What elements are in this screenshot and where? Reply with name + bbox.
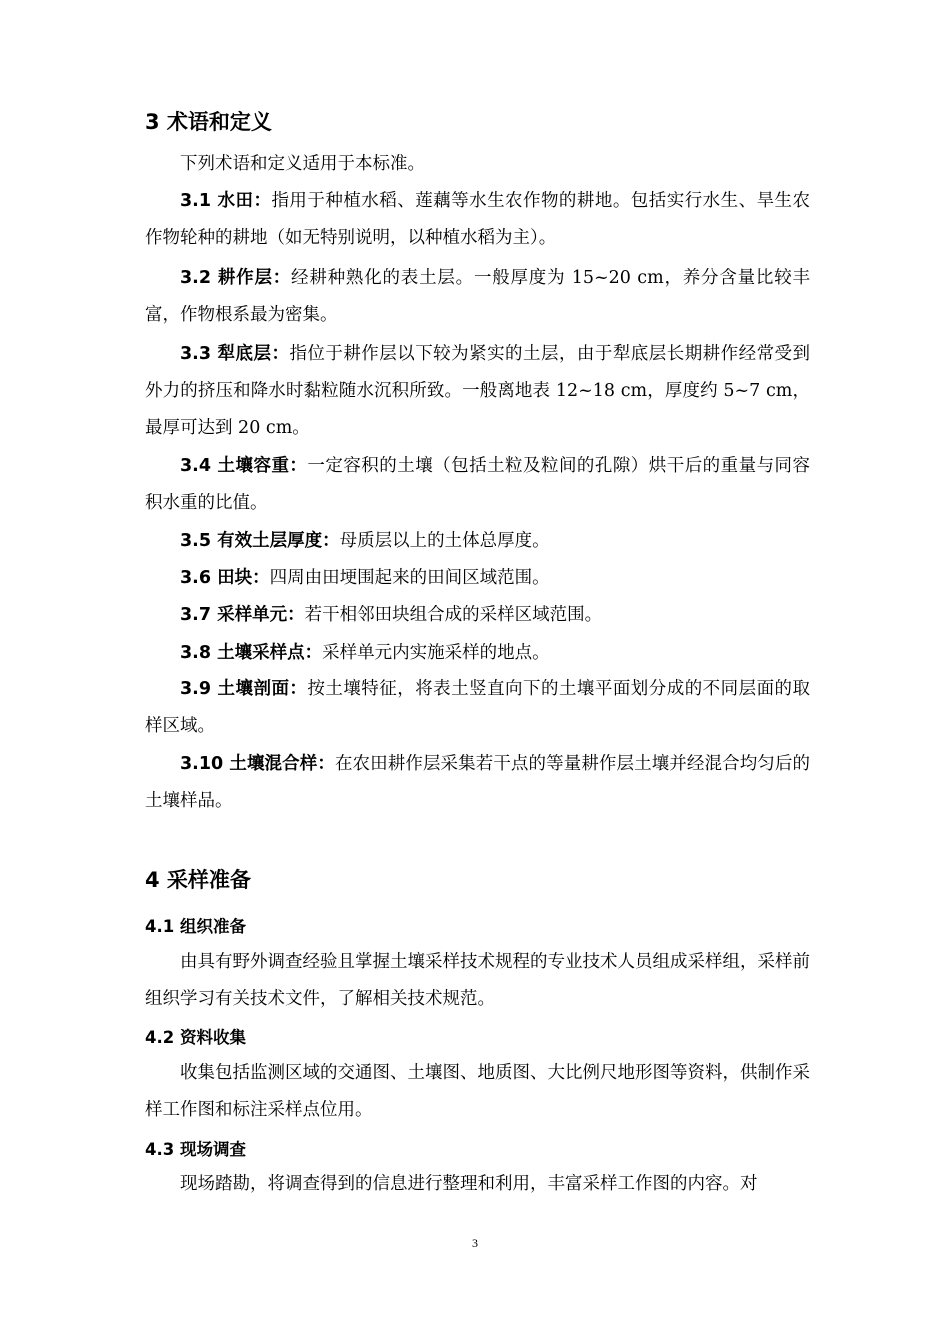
term-3-6 [145,560,810,597]
term-3-10 [145,746,810,820]
section-4-2-heading: 4.2 资料收集 [145,1028,246,1047]
section-4-2-text: 收集包括监测区域的交通图、土壤图、地质图、大比例尺地形图等资料，供制作采样工作图和标注采样点位用。 [145,1063,810,1120]
term-definition: 指用于种植水稻、莲藕等水生农作物的耕地。包括实行水生、旱生农作物轮种的耕地（如无特别说明，以种植水稻为主）。 [145,191,811,248]
term-label: 3.3 犁底层： [180,344,290,364]
term-label: 3.4 土壤容重： [180,456,308,476]
section-3-heading: 3 术语和定义 [145,110,272,134]
term-3-5 [145,523,810,560]
section-4-1-heading: 4.1 组织准备 [145,917,246,936]
term-definition: 若干相邻田块组合成的采样区域范围。 [304,605,603,625]
term-label: 3.2 耕作层： [180,268,292,288]
term-definition: 一定容积的土壤（包括土粒及粒间的孔隙）烘干后的重量与同容积水重的比值。 [145,456,811,513]
term-label: 3.10 土壤混合样： [180,754,335,774]
term-3-7 [145,597,810,634]
term-label: 3.5 有效土层厚度： [180,531,340,551]
page-number: 3 [472,1236,478,1250]
term-3-8 [145,635,810,672]
term-label: 3.8 土壤采样点： [180,643,323,663]
section-4-heading: 4 采样准备 [145,868,251,892]
term-label: 3.7 采样单元： [180,605,305,625]
term-definition: 母质层以上的土体总厚度。 [339,531,550,551]
term-3-4 [145,448,810,522]
term-definition: 采样单元内实施采样的地点。 [322,643,550,663]
term-3-9 [145,671,810,745]
term-label: 3.1 水田： [180,191,272,211]
term-label: 3.9 土壤剖面： [180,679,308,699]
term-3-1 [145,183,810,257]
term-label: 3.6 田块： [180,568,270,588]
term-definition: 经耕种熟化的表土层。一般厚度为 15~20 cm，养分含量比较丰富，作物根系最为密集。 [145,268,811,325]
section-4-1-text: 由具有野外调查经验且掌握土壤采样技术规程的专业技术人员组成采样组，采样前组织学习有关技术文件，了解相关技术规范。 [145,952,810,1009]
term-definition: 在农田耕作层采集若干点的等量耕作层土壤并经混合均匀后的土壤样品。 [145,754,810,811]
term-definition: 四周由田埂围起来的田间区域范围。 [269,568,550,588]
section-4-3-text: 现场踏勘，将调查得到的信息进行整理和利用，丰富采样工作图的内容。对 [180,1174,758,1194]
term-definition: 指位于耕作层以下较为紧实的土层，由于犁底层长期耕作经常受到外力的挤压和降水时黏粒随水沉积所致。一般离地表 12~18 cm，厚度约 5~7 cm，最厚可达到 20 cm。 [145,344,811,438]
term-3-2 [145,260,810,334]
section-4-3-heading: 4.3 现场调查 [145,1140,246,1159]
term-definition: 按土壤特征，将表土竖直向下的土壤平面划分成的不同层面的取样区域。 [145,679,811,736]
term-3-3 [145,336,810,447]
section-3-intro: 下列术语和定义适用于本标准。 [180,154,425,174]
